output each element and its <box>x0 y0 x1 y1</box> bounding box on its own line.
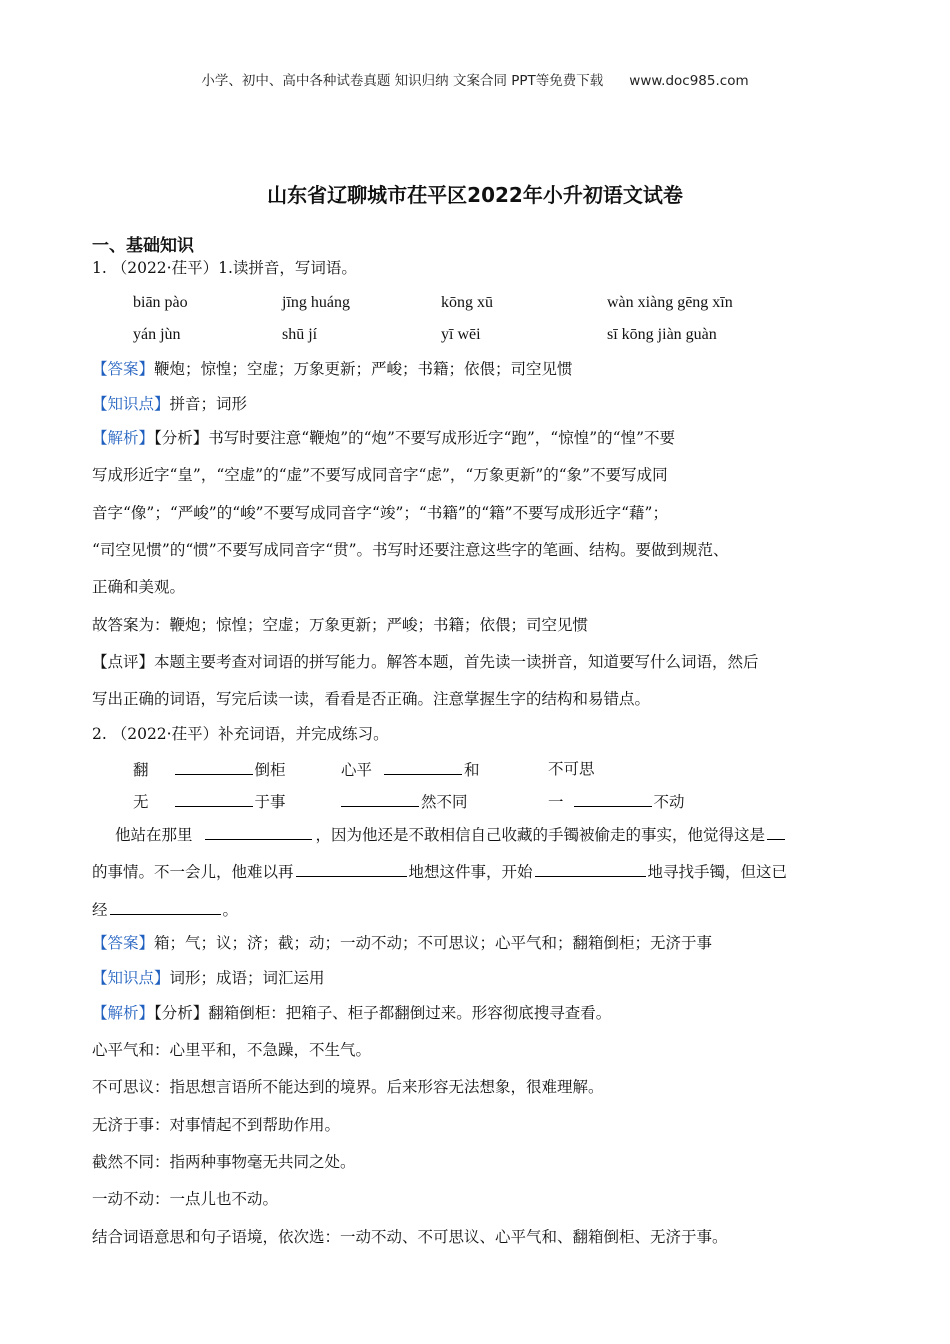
q1-analysis-line: “司空见惯”的“惯”不要写成同音字“贯”。书写时还要注意这些字的笔画、结构。要做到规范、 <box>92 541 729 559</box>
pinyin-item: jīng huáng <box>282 294 350 311</box>
q2-explain-line: 截然不同：指两种事物毫无共同之处。 <box>92 1153 356 1171</box>
q1-analysis-line: 正确和美观。 <box>92 578 186 596</box>
page-title: 山东省辽聊城市茌平区2022年小升初语文试卷 <box>267 183 683 207</box>
word-part: 然不同 <box>421 793 468 811</box>
blank[interactable] <box>384 759 462 775</box>
analysis-label: 【解析】 <box>92 1004 155 1022</box>
passage-text: 经 <box>92 901 108 919</box>
blank[interactable] <box>110 899 221 915</box>
q2-answer-text: 箱；气；议；济；截；动；一动不动；不可思议；心平气和；翻箱倒柜；无济于事 <box>154 934 713 952</box>
pinyin-item: wàn xiàng gēng xīn <box>607 294 733 311</box>
analysis-text: 【分析】翻箱倒柜：把箱子、柜子都翻倒过来。形容彻底搜寻查看。 <box>154 1004 612 1022</box>
pinyin-item: sī kōng jiàn guàn <box>607 326 717 343</box>
analysis-label: 【解析】 <box>92 429 155 447</box>
q1-comment-line: 写出正确的词语，写完后读一读，看看是否正确。注意掌握生字的结构和易错点。 <box>92 690 651 708</box>
word-item <box>133 759 286 780</box>
passage-text: 地寻找手镯，但这已 <box>647 863 788 881</box>
q2-explain-line: 不可思议：指思想言语所不能达到的境界。后来形容无法想象，很难理解。 <box>92 1078 604 1096</box>
blank[interactable] <box>767 824 785 840</box>
blank[interactable] <box>175 759 253 775</box>
passage-text: ，因为他还是不敢相信自己收藏的手镯被偷走的事实，他觉得这是 <box>315 826 766 844</box>
word-item <box>133 791 286 812</box>
q1-analysis-line: 音字“像”；“严峻”的“峻”不要写成同音字“竣”；“书籍”的“籍”不要写成形近字“藉”； <box>92 504 668 522</box>
word-part: 无 <box>133 793 149 811</box>
q2-explain-line: 无济于事：对事情起不到帮助作用。 <box>92 1116 341 1134</box>
pinyin-item: biān pào <box>133 294 188 311</box>
word-item <box>341 791 468 812</box>
q2-answer <box>92 933 862 953</box>
blank[interactable] <box>574 791 652 807</box>
passage-text: 他站在那里 <box>115 826 193 844</box>
q2-explain-line: 结合词语意思和句子语境，依次选：一动不动、不可思议、心平气和、翻箱倒柜、无济于事。 <box>92 1228 728 1246</box>
passage-text: 。 <box>222 901 239 919</box>
q1-conclusion: 故答案为：鞭炮；惊惶；空虚；万象更新；严峻；书籍；依偎；司空见惯 <box>92 616 589 634</box>
pinyin-item: yán jùn <box>133 326 181 343</box>
word-part: 心平 <box>341 761 373 779</box>
page-header <box>0 69 950 89</box>
q1-answer-text: 鞭炮；惊惶；空虚；万象更新；严峻；书籍；依偎；司空见惯 <box>154 360 573 378</box>
pinyin-item: shū jí <box>282 326 318 343</box>
header-url[interactable]: www.doc985.com <box>629 73 749 89</box>
word-part: 倒柜 <box>254 761 286 779</box>
q1-comment-line: 【点评】本题主要考查对词语的拼写能力。解答本题，首先读一读拼音，知道要写什么词语，然后 <box>92 653 759 671</box>
pinyin-item: yī wēi <box>441 326 481 343</box>
q2-explain-line: 一动不动：一点儿也不动。 <box>92 1190 279 1208</box>
blank[interactable] <box>535 861 646 877</box>
knowledge-label: 【知识点】 <box>92 969 170 987</box>
answer-label: 【答案】 <box>92 934 155 952</box>
passage-text: 地想这件事，开始 <box>408 863 533 881</box>
q2-knowledge-text: 词形；成语；词汇运用 <box>169 969 325 987</box>
section-heading: 一、基础知识 <box>92 236 194 256</box>
blank[interactable] <box>341 791 419 807</box>
q2-knowledge <box>92 968 862 988</box>
q1-knowledge <box>92 394 862 414</box>
passage-text: 的事情。不一会儿，他难以再 <box>92 863 294 881</box>
q1-stem: 1. （2022·茌平）1.读拼音，写词语。 <box>92 259 357 277</box>
word-part: 翻 <box>133 761 149 779</box>
word-item: 不可思 <box>548 760 595 778</box>
q2-passage-line <box>115 824 885 845</box>
q1-analysis-line <box>92 428 862 448</box>
word-part: 一 <box>548 793 564 811</box>
blank[interactable] <box>296 861 407 877</box>
knowledge-label: 【知识点】 <box>92 395 170 413</box>
blank[interactable] <box>175 791 253 807</box>
blank[interactable] <box>205 824 312 840</box>
q2-passage-line <box>92 899 862 920</box>
word-part: 于事 <box>254 793 286 811</box>
q2-explain-line: 心平气和：心里平和，不急躁，不生气。 <box>92 1041 372 1059</box>
pinyin-item: kōng xū <box>441 294 493 311</box>
q2-passage-line <box>92 861 862 882</box>
q2-analysis-line <box>92 1003 862 1023</box>
word-part: 不动 <box>653 793 685 811</box>
analysis-text: 【分析】书写时要注意“鞭炮”的“炮”不要写成形近字“跑”，“惊惶”的“惶”不要 <box>154 429 676 447</box>
q2-stem: 2. （2022·茌平）补充词语，并完成练习。 <box>92 725 389 743</box>
word-part: 和 <box>464 761 480 779</box>
header-banner: 小学、初中、高中各种试卷真题 知识归纳 文案合同 PPT等免费下载 <box>201 73 604 89</box>
q1-knowledge-text: 拼音；词形 <box>169 395 248 413</box>
q1-analysis-line: 写成形近字“皇”，“空虚”的“虚”不要写成同音字“虑”，“万象更新”的“象”不要写成同 <box>92 466 668 484</box>
word-item <box>548 791 685 812</box>
q1-answer <box>92 359 862 379</box>
answer-label: 【答案】 <box>92 360 155 378</box>
word-item <box>341 759 480 780</box>
